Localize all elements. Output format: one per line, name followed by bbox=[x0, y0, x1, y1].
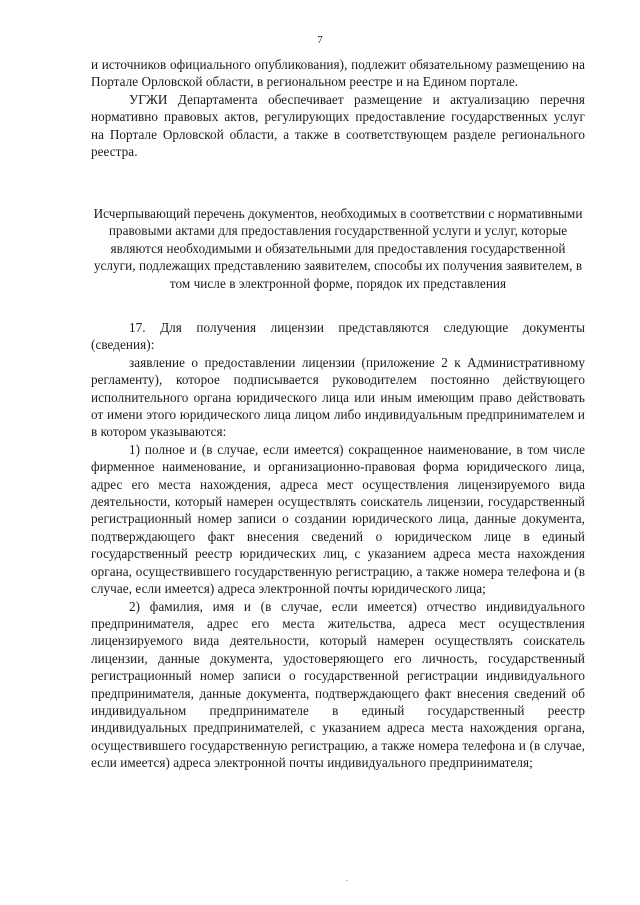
list-item-2: 2) фамилия, имя и (в случае, если имеется) отчество индивидуального предпринимателя, адрес его места жительства, адреса мест осуществления лицензируемого вида деятельности, который намерен осуществлять соискатель лицензии, данные документа, удостоверяющего его личность, государственный регистрационный номер записи о государственной регистрации индивидуального предпринимателя, данные документа, подтверждающего факт внесения сведений об индивидуальном предпринимателе в единый государственный реестр индивидуальных предпринимателей, с указанием адреса места нахождения органа, осуществившего государственную регистрацию, а также номера телефона и (в случае, если имеется) адреса электронной почты индивидуального предпринимателя; bbox=[91, 598, 585, 771]
clause-17-block bbox=[91, 319, 585, 772]
page-number: 7 bbox=[317, 34, 323, 46]
section-heading: Исчерпывающий перечень документов, необходимых в соответствии с нормативными правовыми актами для предоставления государственной услуги и услуг, которые являются необходимыми и обязательными для предоставления государственной услуги, подлежащих представлению заявителем, способы их получения заявителем, в том числе в электронной форме, порядок их представления bbox=[93, 206, 583, 291]
application-paragraph: заявление о предоставлении лицензии (приложение 2 к Административному регламенту), которое подписывается руководителем постоянно действующего исполнительного органа юридического лица или иным имеющим право действовать от имени этого юридического лица лицом либо индивидуальным предпринимателем и в котором указываются: bbox=[91, 354, 585, 440]
clause-17-intro: 17. Для получения лицензии представляются следующие документы (сведения): bbox=[91, 320, 585, 353]
ugzhi-paragraph: УГЖИ Департамента обеспечивает размещение и актуализацию перечня нормативно правовых актов, регулирующих предоставление государственных услуг на Портале Орловской области, а также в соответствующем разделе регионального реестра. bbox=[91, 91, 585, 160]
scan-artifact bbox=[346, 880, 348, 881]
intro-block bbox=[91, 56, 585, 160]
section-heading-block bbox=[91, 205, 585, 292]
list-item-1: 1) полное и (в случае, если имеется) сокращенное наименование, в том числе фирменное наименование, и организационно-правовая форма юридического лица, адрес его места нахождения, адреса мест осуществления лицензируемого вида деятельности, который намерен осуществлять соискатель лицензии, государственный регистрационный номер записи о создании юридического лица, данные документа, подтверждающего факт внесения сведений о юридическом лице в единый государственный реестр юридических лиц, с указанием адреса места нахождения органа, осуществившего государственную регистрацию, а также номера телефона и (в случае, если имеется) адреса электронной почты юридического лица; bbox=[91, 441, 585, 597]
continuation-paragraph: и источников официального опубликования), подлежит обязательному размещению на Портале Орловской области, в региональном реестре и на Едином портале. bbox=[91, 57, 585, 90]
